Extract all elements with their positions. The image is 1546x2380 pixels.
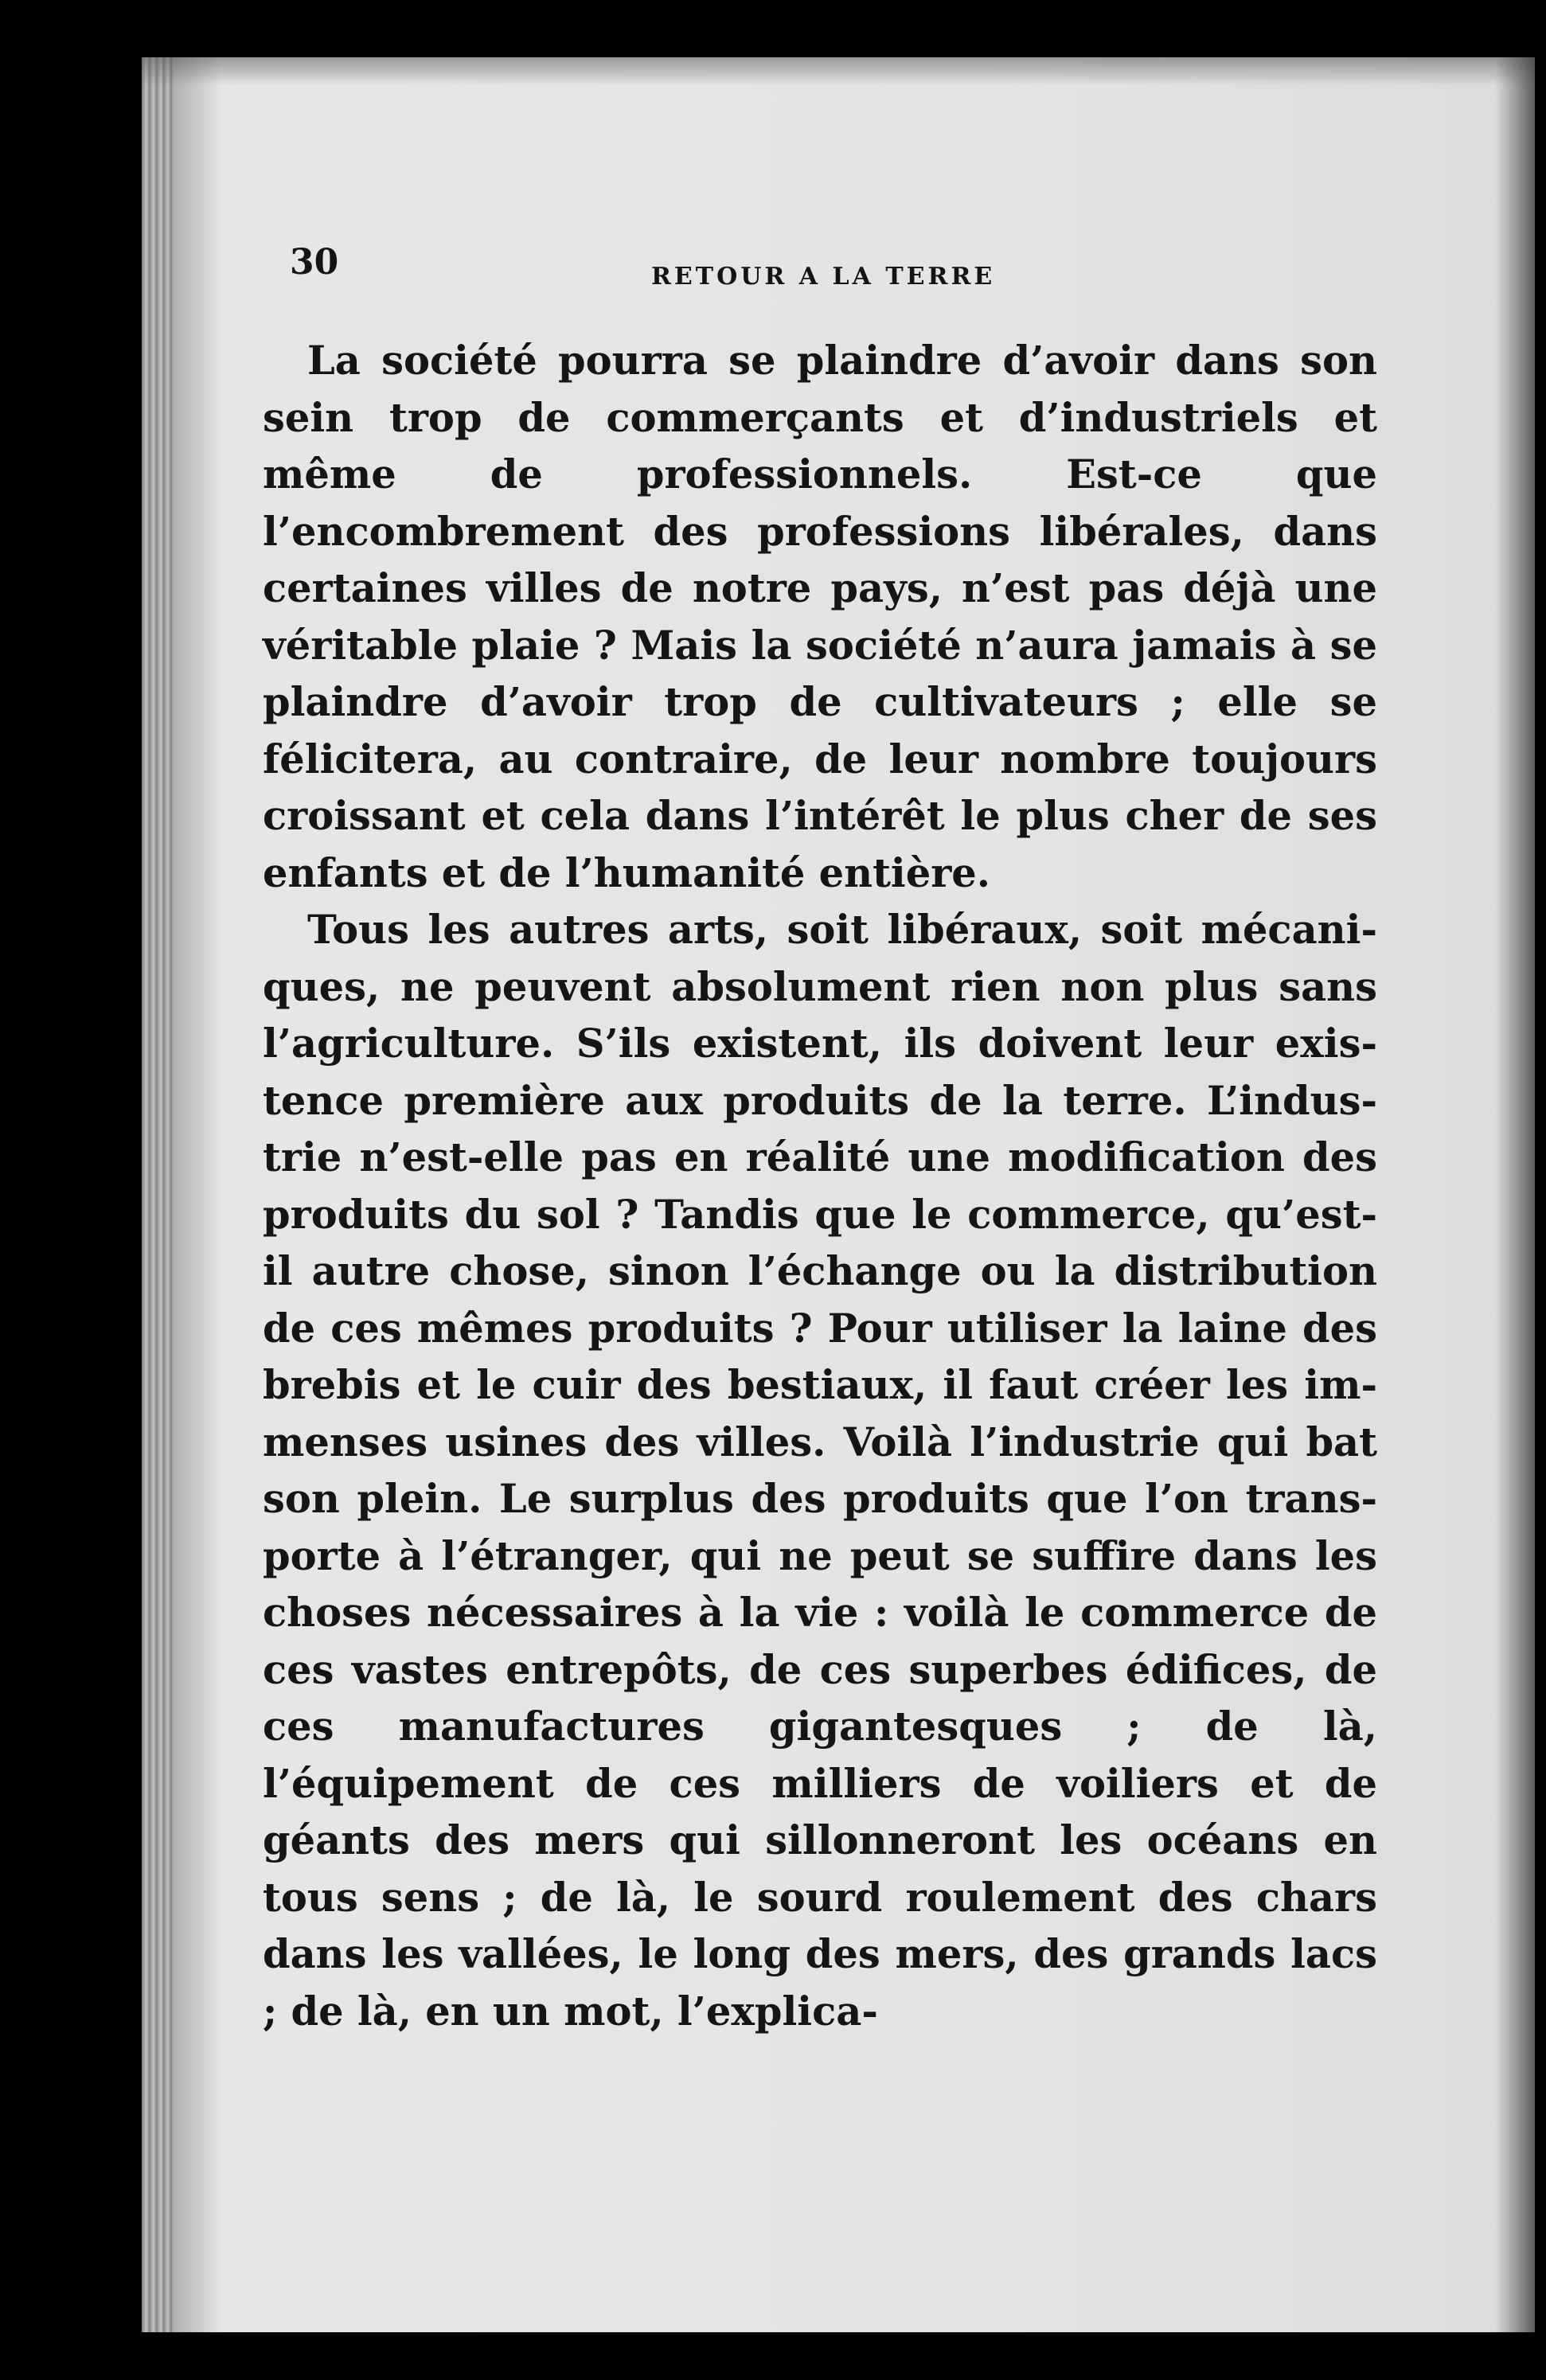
page-binding-edge — [142, 57, 174, 2332]
page-number: 30 — [290, 242, 339, 283]
binding-shadow — [174, 57, 221, 2332]
paragraph-1: La société pourra se plaindre d’avoir dans son sein trop de commerçants et d’industriels et même de professionnels. Est-ce que l’encombrement des professions libérales, dans certaines villes de notre pays, n’est pas déjà une véritable plaie ? Mais la société n’aura jamais à se plaindre d’avoir trop de cultivateurs ; elle se félicitera, au contraire, de leur nombre toujours croissant et cela dans l’intérêt le plus cher de ses enfants et de l’humanité entière. — [263, 337, 1377, 896]
paragraph-2: Tous les autres arts, soit libéraux, soit mécaniques, ne peuvent absolument rien non plus sans l’agriculture. S’ils existent, ils doivent leur existence première aux produits de la terre. L’industrie n’est-elle pas en réalité une modification des produits du sol ? Tandis que le commerce, qu’est-il autre chose, sinon l’échange ou la distribution de ces mêmes produits ? Pour utiliser la laine des brebis et le cuir des bestiaux, il faut créer les immenses usines des villes. Voilà l’industrie qui bat son plein. Le surplus des produits que l’on transporte à l’étranger, qui ne peut se suffire dans les choses nécessaires à la vie : voilà le commerce de ces vastes entrepôts, de ces superbes édifices, de ces manufactures gigantesques ; de là, l’équipement de ces milliers de voiliers et de géants des mers qui sillonneront les océans en tous sens ; de là, le sourd roulement des chars dans les vallées, le long des mers, des grands lacs ; de là, en un mot, l’explica- — [263, 907, 1377, 2035]
page-body-text — [263, 333, 1377, 2040]
top-edge-shadow — [142, 57, 1535, 86]
book-page — [142, 57, 1535, 2332]
right-edge-shadow — [1495, 57, 1535, 2332]
running-title: RETOUR A LA TERRE — [651, 263, 996, 291]
